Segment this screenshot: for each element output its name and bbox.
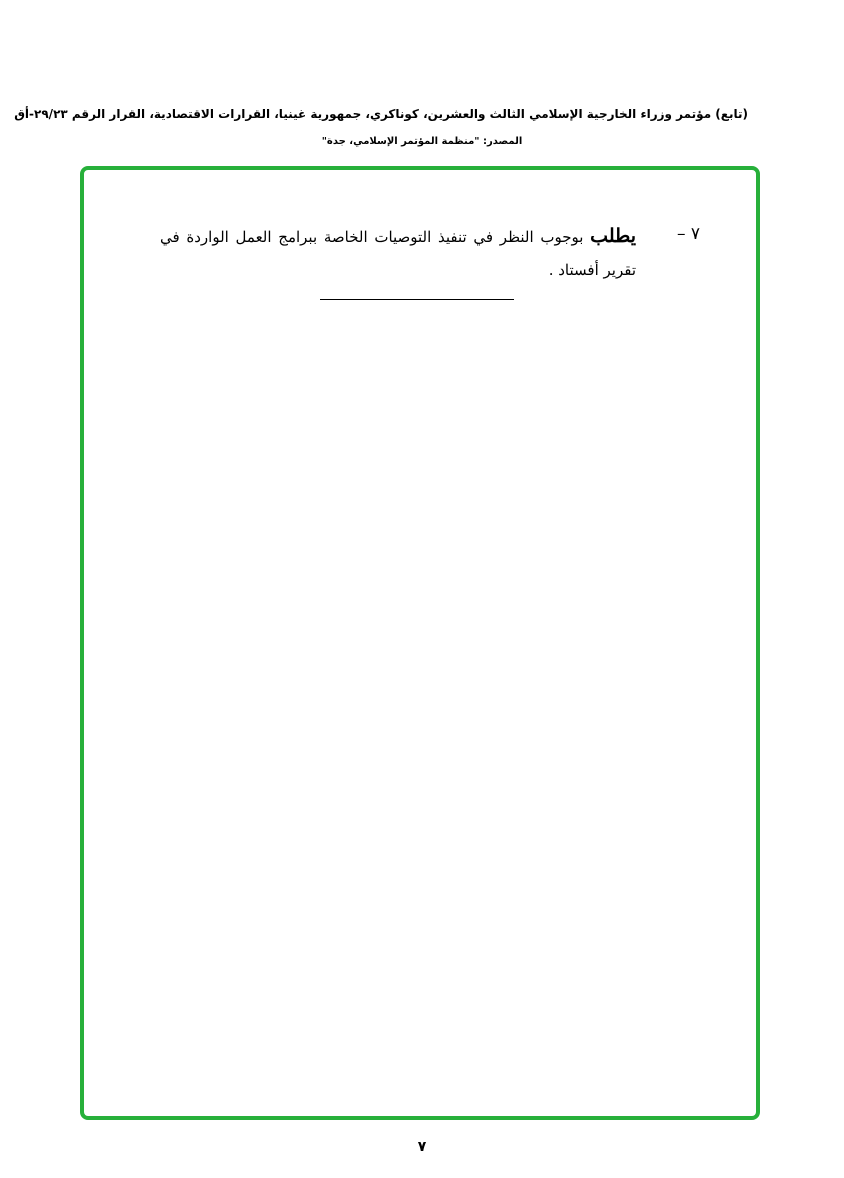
resolution-item-paragraph	[160, 220, 636, 287]
page-number: ٧	[417, 1139, 427, 1155]
resolution-item-verb: يطلب	[590, 225, 636, 247]
section-divider	[320, 299, 514, 300]
document-source-line: المصدر: "منظمة المؤتمر الإسلامي، جدة"	[321, 136, 523, 147]
document-header-title: (تابع) مؤتمر وزراء الخارجية الإسلامي الثالث والعشرين، كوناكري، جمهورية غينيا، القرارات الاقتصادية، القرار الرقم ٢٩/٢٣-أق	[14, 107, 748, 121]
resolution-item-number: ٧ –	[676, 224, 700, 244]
page-content-frame	[80, 166, 760, 1120]
resolution-item-text: بوجوب النظر في تنفيذ التوصيات الخاصة ببرامج العمل الواردة في تقرير أفستاد .	[160, 228, 636, 279]
